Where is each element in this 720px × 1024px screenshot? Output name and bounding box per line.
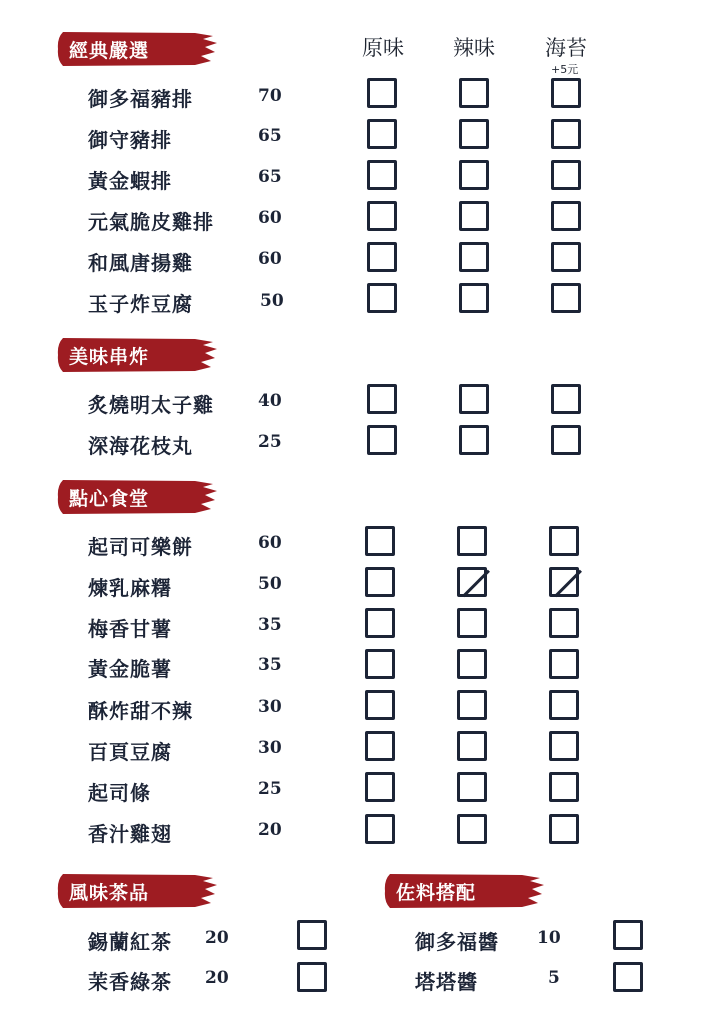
checkbox-seaweed[interactable]	[551, 119, 581, 149]
checkbox-plain[interactable]	[365, 567, 395, 597]
checkbox-plain[interactable]	[367, 425, 397, 455]
checkbox-plain[interactable]	[367, 242, 397, 272]
checkbox-spicy[interactable]	[459, 242, 489, 272]
item-price: 35	[258, 615, 282, 635]
checkbox-spicy[interactable]	[459, 160, 489, 190]
section-banner-skewers	[55, 336, 220, 374]
checkbox-spicy-unavailable	[457, 567, 487, 597]
checkbox-seaweed-unavailable	[549, 567, 579, 597]
checkbox-seaweed[interactable]	[551, 78, 581, 108]
item-price: 20	[205, 928, 229, 948]
checkbox-seaweed[interactable]	[549, 772, 579, 802]
checkbox-order[interactable]	[297, 962, 327, 992]
checkbox-seaweed[interactable]	[551, 242, 581, 272]
checkbox-seaweed[interactable]	[549, 814, 579, 844]
checkbox-spicy[interactable]	[457, 608, 487, 638]
item-price: 50	[258, 574, 282, 594]
item-name: 塔塔醬	[415, 970, 478, 994]
item-price: 5	[548, 968, 560, 988]
checkbox-spicy[interactable]	[459, 384, 489, 414]
checkbox-plain[interactable]	[365, 649, 395, 679]
item-price: 40	[258, 391, 282, 411]
seaweed-surcharge-note: +5元	[551, 63, 579, 76]
section-title-skewers: 美味串炸	[69, 346, 150, 368]
item-name: 元氣脆皮雞排	[88, 210, 214, 234]
checkbox-seaweed[interactable]	[549, 690, 579, 720]
item-name: 御多福豬排	[88, 87, 193, 111]
section-banner-snacks	[55, 478, 220, 516]
checkbox-spicy[interactable]	[457, 731, 487, 761]
checkbox-plain[interactable]	[365, 731, 395, 761]
item-name: 百頁豆腐	[88, 740, 172, 764]
section-banner-sauces	[382, 872, 547, 910]
checkbox-order[interactable]	[297, 920, 327, 950]
item-name: 御守豬排	[88, 128, 172, 152]
checkbox-plain[interactable]	[367, 384, 397, 414]
item-name: 和風唐揚雞	[88, 251, 193, 275]
section-title-classic: 經典嚴選	[69, 40, 150, 62]
item-name: 深海花枝丸	[88, 434, 193, 458]
section-title-sauces: 佐料搭配	[396, 882, 477, 904]
checkbox-spicy[interactable]	[459, 201, 489, 231]
checkbox-spicy[interactable]	[457, 526, 487, 556]
checkbox-spicy[interactable]	[457, 649, 487, 679]
item-price: 65	[258, 126, 282, 146]
item-price: 60	[258, 249, 282, 269]
item-price: 60	[258, 533, 282, 553]
section-title-tea: 風味茶品	[69, 882, 150, 904]
checkbox-spicy[interactable]	[457, 690, 487, 720]
column-header-plain: 原味	[362, 36, 404, 60]
item-name: 炙燒明太子雞	[88, 393, 214, 417]
checkbox-seaweed[interactable]	[551, 425, 581, 455]
item-price: 20	[205, 968, 229, 988]
item-name: 錫蘭紅茶	[88, 930, 172, 954]
item-price: 30	[258, 738, 282, 758]
checkbox-plain[interactable]	[365, 814, 395, 844]
item-price: 25	[258, 432, 282, 452]
checkbox-seaweed[interactable]	[551, 201, 581, 231]
checkbox-seaweed[interactable]	[551, 160, 581, 190]
checkbox-spicy[interactable]	[457, 814, 487, 844]
item-price: 35	[258, 655, 282, 675]
checkbox-spicy[interactable]	[459, 425, 489, 455]
item-price: 10	[537, 928, 561, 948]
item-name: 御多福醬	[415, 930, 499, 954]
checkbox-seaweed[interactable]	[551, 384, 581, 414]
item-name: 黃金脆薯	[88, 657, 172, 681]
section-title-snacks: 點心食堂	[69, 488, 150, 510]
item-price: 25	[258, 779, 282, 799]
item-price: 30	[258, 697, 282, 717]
checkbox-plain[interactable]	[365, 690, 395, 720]
item-name: 玉子炸豆腐	[88, 292, 193, 316]
item-name: 起司條	[88, 781, 151, 805]
checkbox-spicy[interactable]	[457, 772, 487, 802]
column-header-spicy: 辣味	[453, 36, 495, 60]
section-banner-classic	[55, 30, 220, 68]
checkbox-plain[interactable]	[367, 160, 397, 190]
item-name: 黃金蝦排	[88, 169, 172, 193]
checkbox-order[interactable]	[613, 962, 643, 992]
item-price: 20	[258, 820, 282, 840]
checkbox-plain[interactable]	[367, 283, 397, 313]
checkbox-seaweed[interactable]	[549, 526, 579, 556]
checkbox-spicy[interactable]	[459, 283, 489, 313]
item-name: 煉乳麻糬	[88, 576, 172, 600]
item-price: 70	[258, 86, 282, 106]
item-name: 梅香甘薯	[88, 617, 172, 641]
checkbox-seaweed[interactable]	[551, 283, 581, 313]
item-name: 酥炸甜不辣	[88, 699, 193, 723]
checkbox-seaweed[interactable]	[549, 731, 579, 761]
checkbox-plain[interactable]	[365, 526, 395, 556]
item-price: 65	[258, 167, 282, 187]
checkbox-seaweed[interactable]	[549, 608, 579, 638]
checkbox-plain[interactable]	[365, 608, 395, 638]
column-header-seaweed: 海苔	[545, 36, 587, 60]
checkbox-plain[interactable]	[367, 201, 397, 231]
section-banner-tea	[55, 872, 220, 910]
item-price: 50	[260, 291, 284, 311]
item-name: 起司可樂餅	[88, 535, 193, 559]
checkbox-plain[interactable]	[367, 78, 397, 108]
checkbox-spicy[interactable]	[459, 78, 489, 108]
checkbox-order[interactable]	[613, 920, 643, 950]
checkbox-spicy[interactable]	[459, 119, 489, 149]
checkbox-plain[interactable]	[367, 119, 397, 149]
item-name: 香汁雞翅	[88, 822, 172, 846]
item-price: 60	[258, 208, 282, 228]
checkbox-plain[interactable]	[365, 772, 395, 802]
checkbox-seaweed[interactable]	[549, 649, 579, 679]
item-name: 茉香綠茶	[88, 970, 172, 994]
